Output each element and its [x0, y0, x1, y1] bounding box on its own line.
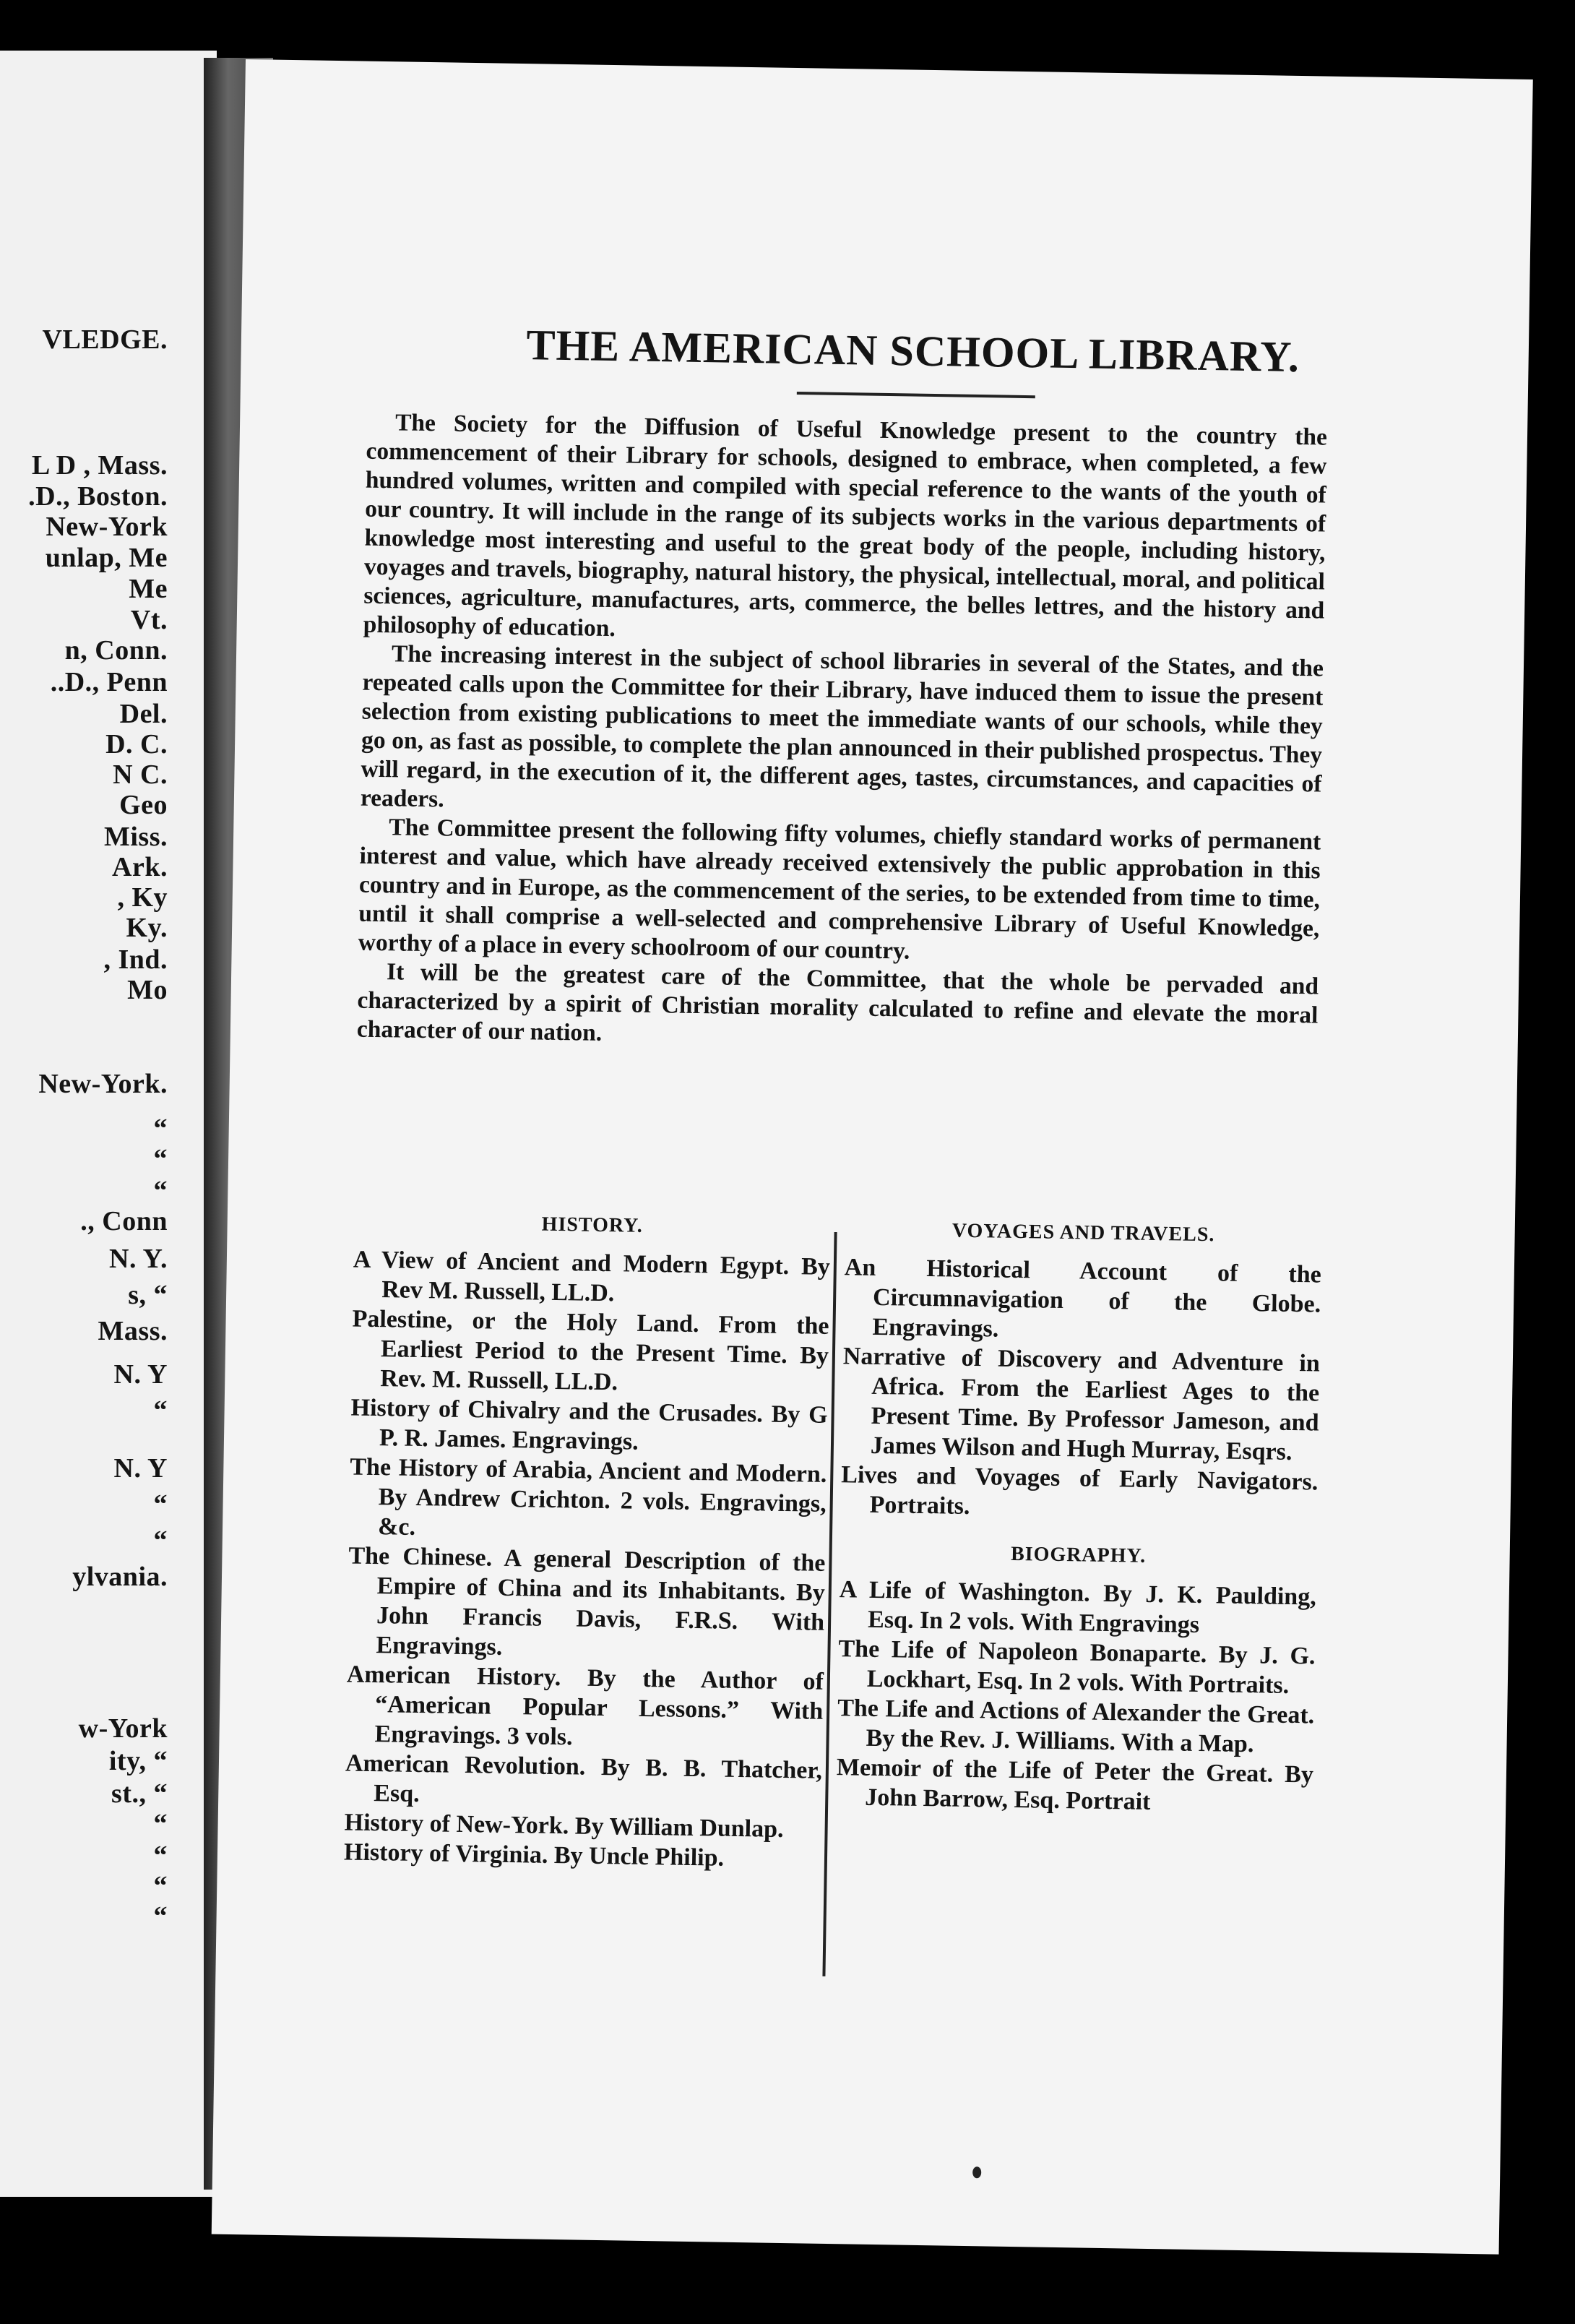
left-page-fragment: “ [153, 1525, 168, 1556]
left-page-fragment: New-York [46, 512, 168, 542]
right-page [212, 59, 1533, 2255]
left-page-fragment: New-York. [38, 1069, 168, 1099]
list-item: Lives and Voyages of Early Navigators. Portraits. [841, 1461, 1319, 1520]
left-page-fragment: L D , Mass. [31, 450, 168, 481]
ink-speck [972, 2166, 981, 2178]
list-item: History of New-York. By William Dunlap. [344, 1809, 784, 1843]
left-page-fragment: Ark. [112, 852, 168, 882]
list-item: The Life and Actions of Alexander the Great. By the Rev. J. Williams. With a Map. [837, 1695, 1315, 1758]
paragraph: The Committee present the following fifty volumes, chiefly standard works of permanent interest and value, which have already received extensively the public approbation in this country and in Europe, as the commencement of the series, to be extended from time to time, until it shall comprise a well-selected and comprehensive Library of Useful Knowledge, worthy of a place in every schoolroom of our country. [358, 814, 1321, 965]
left-page-fragment: N. Y [113, 1359, 168, 1390]
left-page-fragment: D. C. [105, 729, 168, 759]
list-item: American History. By the Author of “American Popular Lessons.” With Engravings. 3 vols. [346, 1661, 824, 1751]
list-item: Palestine, or the Holy Land. From the Earliest Period to the Present Time. By Rev. M. Russell, LL.D. [352, 1305, 829, 1396]
list-item: Memoir of the Life of Peter the Great. By John Barrow, Esq. Portrait [836, 1754, 1314, 1815]
left-page-fragment: Vt. [130, 605, 168, 635]
left-page-fragment: Mass. [98, 1316, 168, 1346]
left-page-fragment: Geo [119, 790, 168, 820]
page-title: THE AMERICAN SCHOOL LIBRARY. [526, 321, 1300, 381]
left-page-fragment: “ [153, 1176, 168, 1206]
biography-heading: BIOGRAPHY. [1010, 1542, 1147, 1567]
left-page-fragment: “ [153, 1901, 168, 1932]
left-page-fragment: Me [129, 574, 168, 604]
left-page-fragment: “ [153, 1809, 168, 1839]
left-page-fragment: Miss. [104, 822, 168, 852]
left-page-fragment: n, Conn. [64, 635, 168, 666]
list-item: The History of Arabia, Ancient and Modern. By Andrew Crichton. 2 vols. Engravings, &c. [350, 1453, 827, 1541]
history-heading: HISTORY. [541, 1213, 644, 1237]
left-page-fragment: st., “ [111, 1778, 168, 1809]
left-page-fragment: w-York [78, 1713, 168, 1744]
left-page-fragment: “ [153, 1395, 168, 1426]
list-item: An Historical Account of the Circumnavigation of the Globe. Engravings. [844, 1254, 1322, 1343]
left-page-fragment: , Ind. [103, 944, 168, 975]
left-page-fragments [0, 51, 168, 2197]
list-item: Narrative of Discovery and Adventure in Africa. From the Earliest Ages to the Present Time. By Professor Jameson, and James Wilson and Hugh Murray, Esqrs. [842, 1343, 1321, 1466]
left-page-fragment: Del. [119, 699, 168, 729]
left-page-fragment: Mo [127, 975, 168, 1005]
left-page [0, 51, 217, 2197]
list-item: The Chinese. A general Description of the Empire of China and its Inhabitants. By John Francis Davis, F.R.S. With Engravings. [348, 1542, 826, 1661]
left-page-fragment: “ [153, 1489, 168, 1520]
left-page-fragment: unlap, Me [45, 543, 168, 573]
history-column [344, 1207, 831, 1875]
left-page-fragment: N. Y. [109, 1244, 168, 1274]
list-item: A Life of Washington. By J. K. Paulding, Esq. In 2 vols. With Engravings [839, 1576, 1317, 1638]
left-page-fragment: Ky. [126, 913, 168, 943]
voyages-heading: VOYAGES AND TRAVELS. [952, 1219, 1215, 1247]
title-rule [797, 392, 1035, 398]
left-page-fragment: ylvania. [72, 1562, 168, 1592]
left-page-fragment: ity, “ [108, 1746, 168, 1776]
paragraph: The Society for the Diffusion of Useful Knowledge present to the country the commencement of their Library for schools, designed to embrace, when completed, a few hundred volumes, written and compiled with special reference to the wants of the youth of our country. It will include in the range of its subjects works in the various departments of knowledge most interesting and useful to the great body of the people, including history, voyages and travels, biography, natural history, the physical, intellectual, moral, and political sciences, agriculture, manufactures, arts, commerce, the belles lettres, and the history and philosophy of education. [363, 409, 1328, 642]
list-item: The Life of Napoleon Bonaparte. By J. G. Lockhart, Esq. In 2 vols. With Portraits. [838, 1635, 1316, 1699]
left-page-fragment: .D., Boston. [28, 481, 168, 512]
left-page-fragment: N. Y [113, 1453, 168, 1484]
list-item: A View of Ancient and Modern Egypt. By Rev M. Russell, LL.D. [353, 1246, 831, 1307]
left-page-fragment: ..D., Penn [50, 667, 168, 697]
right-column [836, 1214, 1322, 1819]
left-page-fragment: N C. [113, 759, 168, 790]
left-page-fragment: VLEDGE. [42, 324, 168, 355]
list-item: American Revolution. By B. B. Thatcher, Esq. [345, 1750, 823, 1808]
list-item: History of Chivalry and the Crusades. By G P. R. James. Engravings. [350, 1394, 828, 1455]
introduction [357, 408, 1328, 1059]
left-page-fragment: ., Conn [80, 1206, 168, 1236]
left-page-fragment: “ [153, 1114, 168, 1144]
list-item: History of Virginia. By Uncle Philip. [343, 1838, 725, 1872]
left-page-fragment: “ [153, 1144, 168, 1174]
paragraph: It will be the greatest care of the Committee, that the whole be pervaded and characterized by a spirit of Christian morality calculated to refine and elevate the moral character of our nation. [356, 958, 1319, 1046]
left-page-fragment: , Ky [117, 882, 168, 913]
left-page-fragment: “ [153, 1871, 168, 1901]
left-page-fragment: s, “ [128, 1280, 168, 1310]
left-page-fragment: “ [153, 1841, 168, 1871]
paragraph: The increasing interest in the subject of school libraries in several of the States, and the repeated calls upon the Committee for their Library, have induced them to issue the present selection from existing publications to meet the immediate wants of our schools, while they go on, as fast as possible, to complete the plan announced in their published prospectus. They will regard, in the execution of it, the different ages, tastes, circumstances, and capacities of readers. [360, 640, 1324, 813]
